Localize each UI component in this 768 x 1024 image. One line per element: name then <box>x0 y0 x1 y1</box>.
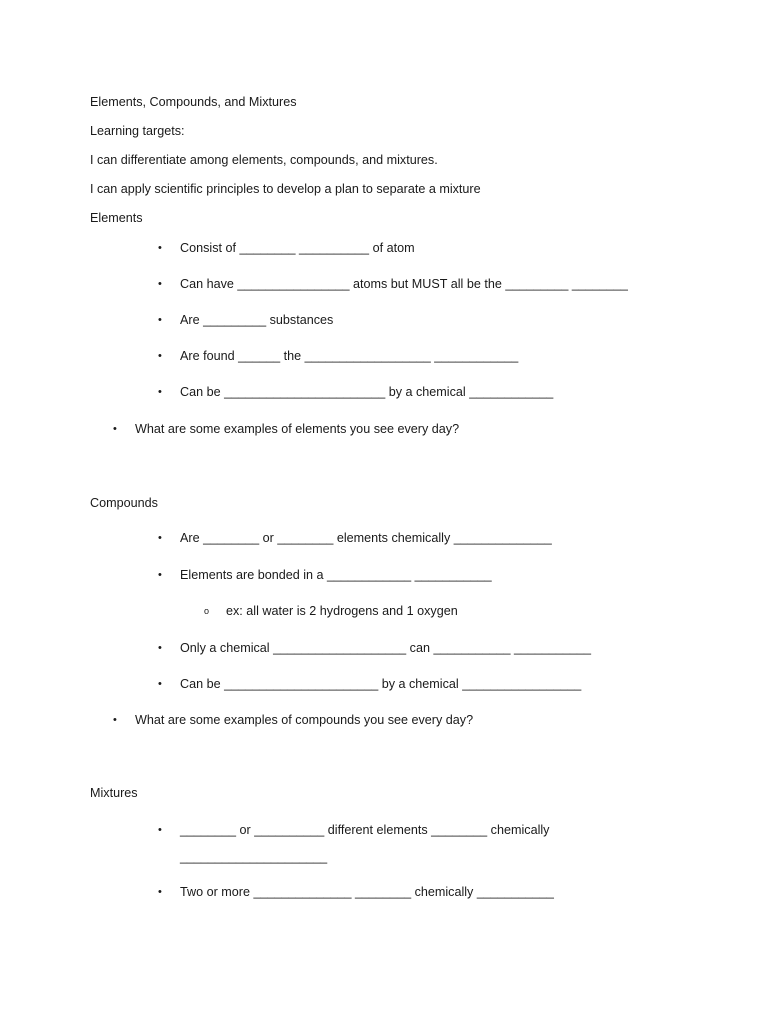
mixtures-item-2: Two or more ______________ ________ chemically ___________ <box>180 885 554 899</box>
compounds-item-2: Elements are bonded in a ____________ ___________ <box>180 568 492 582</box>
bullet-icon: • <box>158 532 162 544</box>
compounds-subitem: ex: all water is 2 hydrogens and 1 oxygen <box>226 604 458 618</box>
bullet-icon: • <box>158 242 162 254</box>
bullet-icon: • <box>158 824 162 836</box>
compounds-item-3: Only a chemical ___________________ can ___________ ___________ <box>180 641 592 655</box>
compounds-heading: Compounds <box>90 496 158 510</box>
compounds-item-1: Are ________ or ________ elements chemically ______________ <box>180 531 552 545</box>
elements-question: What are some examples of elements you see every day? <box>135 422 460 436</box>
learning-target-2: I can apply scientific principles to develop a plan to separate a mixture <box>90 182 481 196</box>
bullet-icon: • <box>158 886 162 898</box>
elements-item-1: Consist of ________ __________ of atom <box>180 241 415 255</box>
compounds-item-4: Can be ______________________ by a chemical _________________ <box>180 677 582 691</box>
mixtures-item-1: ________ or __________ different elements ________ chemically <box>180 823 550 837</box>
learning-target-1: I can differentiate among elements, compounds, and mixtures. <box>90 153 438 167</box>
elements-item-2: Can have ________________ atoms but MUST all be the _________ ________ <box>180 277 628 291</box>
mixtures-heading: Mixtures <box>90 786 138 800</box>
bullet-icon: • <box>158 350 162 362</box>
bullet-icon: • <box>113 423 117 435</box>
bullet-icon: • <box>158 314 162 326</box>
document-title: Elements, Compounds, and Mixtures <box>90 95 297 109</box>
elements-item-4: Are found ______ the __________________ ____________ <box>180 349 519 363</box>
learning-targets-label: Learning targets: <box>90 124 185 138</box>
elements-heading: Elements <box>90 211 143 225</box>
mixtures-item-1-continuation: _____________________ <box>180 850 328 864</box>
bullet-icon: • <box>158 278 162 290</box>
hollow-bullet-icon: o <box>204 606 210 616</box>
elements-item-3: Are _________ substances <box>180 313 334 327</box>
compounds-question: What are some examples of compounds you see every day? <box>135 713 474 727</box>
elements-item-5: Can be _______________________ by a chemical ____________ <box>180 385 554 399</box>
bullet-icon: • <box>158 678 162 690</box>
bullet-icon: • <box>158 386 162 398</box>
bullet-icon: • <box>158 569 162 581</box>
bullet-icon: • <box>113 714 117 726</box>
bullet-icon: • <box>158 642 162 654</box>
